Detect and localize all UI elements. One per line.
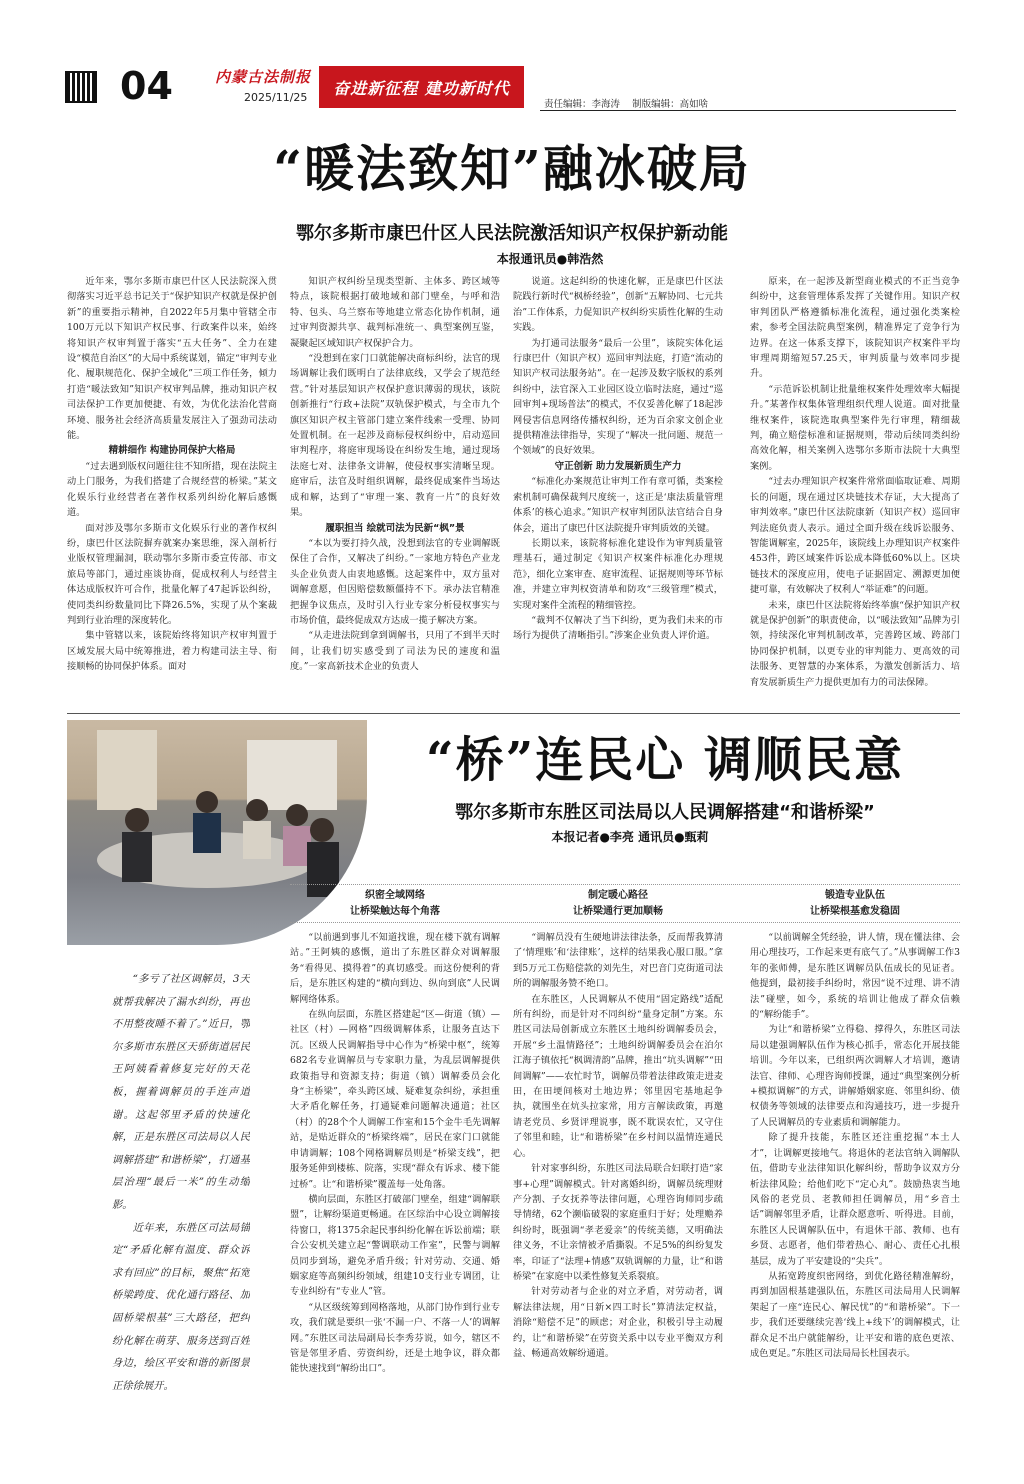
paragraph: 知识产权纠纷呈现类型新、主体多、跨区域等特点，该院根据打破地域和部门壁垒，与呼和浩特、包头、乌兰察布等地建立常态化协作机制，通过审判资源共享、裁判标准统一、典型案例互鉴，凝聚起区域知识产权保护合力。: [290, 276, 500, 349]
person-body: [243, 821, 271, 859]
paragraph: 说道。这起纠纷的快速化解，正是康巴什区法院践行新时代“枫桥经验”，创新“五解协同、七元共治”工作体系，力促知识产权纠纷实质性化解的生动实践。: [513, 276, 723, 334]
header-rule: [540, 110, 956, 111]
paragraph: “以前遇到事儿不知道找谁，现在楼下就有调解站。”王阿姨的感慨，道出了东胜区群众对调解服务“看得见、摸得着”的真切感受。而这份便利的背后，是东胜区构建的“横向到边、纵向到底”人民调解网络体系。: [290, 932, 500, 1005]
person-head: [310, 818, 334, 842]
paragraph: “标准化办案规范让审判工作有章可循，类案检索机制可确保裁判尺度统一，这正是‘康法质量管理体系’的核心追求。”知识产权审判团队法官结合自身体会，道出了康巴什区法院提升审判质效的关键。: [513, 476, 723, 534]
person-head: [286, 804, 308, 826]
paper-logo: 内蒙古法制报: [215, 68, 312, 86]
article2-byline: 本报记者●李亮 通讯员●甄莉: [551, 830, 709, 844]
paragraph: 原来，在一起涉及新型商业模式的不正当竞争纠纷中，这套管理体系发挥了关键作用。知识产权审判团队严格遵循标准化流程，通过强化类案检索，参考全国法院典型案例，精准界定了竞争行为边界。在这一体系支撑下，该院知识产权案件平均审理周期缩短57.25天，审判质量与效率同步提升。: [750, 276, 960, 380]
paragraph: 除了提升技能，东胜区还注重挖掘“本土人才”，让调解更接地气。将退休的老法官纳入调解队伍，借助专业法律知识化解纠纷，帮助争议双方分析法律风险；给他们吃下“定心丸”。鼓励热衷当地风俗的老党员、老教师担任调解员，用“乡音土话”调解邻里矛盾，让群众愿意听、听得进。目前，东胜区人民调解队伍中，有退休干部、教师、也有乡贤、志愿者，他们带着热心、耐心、责任心扎根基层，成为了平安建设的“尖兵”。: [750, 1132, 960, 1267]
paragraph: “示范诉讼机制让批量维权案件处理效率大幅提升。”某著作权集体管理组织代理人说道。面对批量维权案件，该院选取典型案件先行审理，精细裁判，确立赔偿标准和证据规则，带动后续同类纠纷高效化解，相关案例入选鄂尔多斯市法院十大典型案例。: [750, 383, 960, 472]
article2-title: “桥”连民心 调顺民意: [426, 732, 904, 788]
section-divider: [67, 713, 960, 714]
page-number: 04: [120, 64, 173, 108]
paragraph: 未来，康巴什区法院将始终举旗“保护知识产权就是保护创新”的职责使命，以“暖法致知”品牌为引领，持续深化审判机制改革，完善跨区域、跨部门协同保护机制，以更专业的审判能力、更高效的司法服务、更智慧的办案体系，为激发创新活力、培育发展新质生产力提供更加有力的司法保障。: [750, 599, 960, 688]
paragraph: “没想到在家门口就能解决商标纠纷，法官的现场调解让我们既明白了法律底线，又学会了规范经营。”针对基层知识产权保护意识薄弱的现状，该院创新推行“行政+法院”双轨保护模式，与全市九个旗区知识产权主管部门建立案件线索一受理、协同处置机制。在一起涉及商标侵权纠纷中，启动巡回审判程序，将庭审现场设在纠纷发生地，通过现场法庭七对、法律条文讲解，使侵权事实清晰呈现。庭审后，法官及时组织调解，最终促成案件当场达成和解，达到了“审理一案、教育一片”的良好效果。: [290, 353, 500, 519]
article1-column-3: [513, 274, 723, 706]
banner-text: 奋进新征程 建功新时代: [333, 78, 510, 98]
section-heading: 履职担当 绘就司法为民新“枫”景: [325, 522, 465, 534]
person-head: [246, 799, 268, 821]
paragraph: 横向层面，东胜区打破部门壁垒，组建“调解联盟”，让解纷渠道更畅通。在区综治中心设立调解接待窗口，将1375余起民事纠纷化解在诉讼前端；联合公安机关建立起“警调联动工作室”，民警与调解员同步到场，避免矛盾升级；针对劳动、交通、婚姻家庭等高频纠纷领域，组建10支行业专调团，让专业纠纷有“专业人”管。: [290, 1193, 500, 1298]
section-heading-2: 制定暖心路径 让桥梁通行更加顺畅: [573, 890, 663, 917]
paragraph: “本以为要打持久战，没想到法官的专业调解既保住了合作，又解决了纠纷。”一家地方特色产业龙头企业负责人由衷地感慨。这起案件中，双方虽对调解意愿，但因赔偿数额僵持不下。承办法官精准把握争议焦点，及时引入行业专家分析侵权事实与市场价值，最终促成双方达成一揽子解决方案。: [290, 537, 500, 626]
article1-column-1: [67, 274, 277, 706]
person-body: [283, 826, 311, 866]
section-heading: 守正创新 助力发展新质生产力: [554, 460, 682, 472]
paragraph: “多亏了社区调解员，3天就帮我解决了漏水纠纷，再也不用整夜睡不着了。”近日，鄂尔多斯市东胜区天骄街道居民王阿姨看着修复完好的天花板，握着调解员的手连声道谢。这起邻里矛盾的快速化解，正是东胜区司法局以人民调解搭建“和谐桥梁”，打通基层治理“最后一米”的生动缩影。: [112, 973, 250, 1211]
paragraph: “从走进法院到拿到调解书，只用了不到半天时间，让我们切实感受到了司法为民的速度和温度。”一家高新技术企业的负责人: [290, 630, 500, 673]
article2-subtitle: 鄂尔多斯市东胜区司法局以人民调解搭建“和谐桥梁”: [455, 802, 875, 823]
section-heading-1: 织密全域网络 让桥梁触达每个角落: [350, 890, 440, 917]
article2-column-4: [750, 930, 960, 1420]
article2-column-3: [513, 930, 723, 1420]
article1-column-2: [290, 274, 500, 706]
paragraph: “过去办理知识产权案件常常面临取证难、周期长的问题，现在通过区块链技术存证，大大提高了审判效率。”康巴什区法院康新（知识产权）巡回审判法庭负责人表示。通过全面升级在线诉讼服务、智能调解室，2025年，该院线上办理知识产权案件453件，跨区域案件诉讼成本降低60%以上。区块链技术的深度应用，使电子证据固定、溯源更加便捷可靠，有效解决了权利人“举证难”的问题。: [750, 476, 960, 596]
person-body: [193, 813, 221, 853]
wall-board: [247, 740, 337, 810]
issue-date: 2025/11/25: [244, 91, 308, 104]
paragraph: 为打通司法服务“最后一公里”，该院实体化运行康巴什（知识产权）巡回审判法庭，打造“流动的知识产权司法服务站”。在一起涉及数字版权的系列纠纷中，法官深入工业园区设立临时法庭，通过“巡回审判+现场普法”的模式，不仅妥善化解了18起涉网侵害信息网络传播权纠纷，还为百余家文创企业提供精准法律指导，实现了“解决一批问题、规范一个领域”的良好效果。: [513, 337, 723, 457]
article1-title: “暖法致知”融冰破局: [273, 139, 751, 198]
editors-line: 责任编辑：李海涛 制版编辑：高如啥: [544, 99, 709, 110]
paragraph: “以前调解全凭经验，讲人情，现在懂法律、会用心理技巧，工作起来更有底气了。”从事调解工作3年的张师傅，是东胜区调解员队伍成长的见证者。他提到，最初接手纠纷时，常因“说不过理、讲不清法”碰壁，如今，系统的培训让他成了群众信赖的“解纷能手”。: [750, 932, 960, 1021]
person-body: [122, 832, 152, 882]
banner: [319, 66, 524, 108]
article2-column-2: [290, 930, 500, 1420]
paragraph: “裁判不仅解决了当下纠纷，更为我们未来的市场行为提供了清晰指引。”涉案企业负责人评价道。: [513, 614, 723, 642]
paragraph: “调解员没有生硬地讲法律法条，反而帮我算清了‘情理账’和‘法律账’，这样的结果我心服口服。”拿到5万元工伤赔偿款的刘先生，对巴音门克街道司法所的调解服务赞不绝口。: [513, 932, 723, 990]
paragraph: “过去遇到版权问题往往不知所措，现在法院主动上门服务，为我们搭建了合规经营的桥梁。”某文化娱乐行业经营者在著作权系列纠纷化解后感慨道。: [67, 460, 277, 519]
article1-subtitle: 鄂尔多斯市康巴什区人民法院激活知识产权保护新动能: [296, 223, 728, 244]
paragraph: 为让“和谐桥梁”立得稳、撑得久，东胜区司法局以建强调解队伍作为核心抓手，常态化开展技能培训。今年以来，已组织两次调解人才培训，邀请法官、律师、心理咨询师授课，通过“典型案例分析+模拟调解”的方式，讲解婚姻家庭、邻里纠纷、债权债务等领域的法律要点和沟通技巧，进一步提升了人民调解员的专业素质和调解能力。: [750, 1024, 960, 1128]
paragraph: “从区级统筹到网格落地，从部门协作到行业专攻，我们就是要织一张‘不漏一户、不落一人’的调解网。”东胜区司法局副局长李秀芬说，如今，辖区不管是邻里矛盾、劳资纠纷，还是土地争议，群众都能快速找到“解纷出口”。: [290, 1301, 500, 1375]
section-heading: 精耕细作 构建协同保护大格局: [108, 445, 236, 457]
paragraph: 近年来，东胜区司法局锚定“矛盾化解有温度、群众诉求有回应”的目标，聚焦“拓宽桥梁跨度、优化通行路径、加固桥梁根基”三大路径，把纠纷化解在萌芽、服务送到百姓身边，绘区平安和谐的新图景正徐徐展开。: [112, 1221, 250, 1392]
paragraph: 针对劳动者与企业的对立矛盾，对劳动者，调解法律法规，用“日新×四工时长”算清法定权益，消除“赔偿不足”的顾虑；对企业，积极引导主动履约，让“和谐桥梁”在劳资关系中以专业平衡双方利益、畅通高效解纷通道。: [513, 1286, 723, 1359]
dotted-rule: [290, 922, 960, 923]
window-shape: [97, 730, 157, 810]
article2-intro: [112, 968, 250, 1408]
dotted-rule: [290, 884, 960, 885]
person-head: [196, 791, 218, 813]
paragraph: 在东胜区，人民调解从不使用“固定路线”适配所有纠纷，而是针对不同纠纷“量身定制”方案。东胜区司法局创新成立东胜区土地纠纷调解委员会，开展“乡土温情路径”；土地纠纷调解委员会在泊尔江海子镇依托“枫调清韵”品牌，推出“坑头调解”“田间调解”——农忙时节，调解员带着法律政策走进麦田，在田埂间核对土地边界；邻里因宅基地起争执，就围坐在炕头拉家常，用方言解读政策，再邀请老党员、乡贤评理说事，既不耽误农忙，又守住了邻里和睦，让“和谐桥梁”在乡村间以温情连通民心。: [513, 993, 723, 1159]
paragraph: 面对涉及鄂尔多斯市文化娱乐行业的著作权纠纷，康巴什区法院摒弃就案办案思维，深入剖析行业版权管理漏洞，联动鄂尔多斯市委宣传部、市文旅局等部门，通过座谈协商，促成权利人与经营主体达成版权许可合作，批量化解了47起诉讼纠纷，使同类纠纷数量同比下降26.5%，实现了从个案裁判到行业治理的深度转化。: [67, 522, 277, 626]
article1-column-4: [750, 274, 960, 706]
paragraph: 针对家事纠纷，东胜区司法局联合妇联打造“家事+心理”调解模式。针对离婚纠纷，调解员统理财产分割、子女抚养等法律问题，心理咨询师同步疏导情绪，62个濒临破裂的家庭重归于好；处理赡养纠纷时，既强调“孝老爱亲”的传统美德，又明确法律义务，不让亲情被矛盾撕裂。不足5%的纠纷复发率，印证了“法理+情感”双轨调解的力量，让“和谐桥梁”在家庭中以柔性修复关系裂痕。: [513, 1163, 723, 1282]
qr-code: [67, 73, 95, 101]
section-heading-3: 锻造专业队伍 让桥梁根基愈发稳固: [810, 890, 900, 917]
person-head: [125, 808, 149, 832]
paragraph: 长期以来，该院将标准化建设作为审判质量管理基石，通过制定《知识产权案件标准化办理规范》，细化立案审查、庭审流程、证据规则等环节标准，并建立审判权资清单和防攻“三级管理”模式，实现对案件全流程的精细管控。: [513, 537, 723, 611]
paragraph: 从拓宽跨度织密网络，到优化路径精准解纷，再到加固根基建强队伍，东胜区司法局用人民调解架起了一座“连民心、解民忧”的“和谐桥梁”。下一步，我们还要继续完善‘线上+线下’的调解模式，让群众足不出户就能解纷，让平安和谐的底色更浓、成色更足。”东胜区司法局局长杜国表示。: [750, 1270, 960, 1359]
article1-byline: 本报通讯员●韩浩然: [496, 252, 604, 266]
paragraph: 近年来，鄂尔多斯市康巴什区人民法院深入贯彻落实习近平总书记关于“保护知识产权就是保护创新”的重要指示精神，自2022年5月集中管辖全市100万元以下知识产权民事、行政案件以来，始终将知识产权审判置于落实“五大任务”、全力在建设“模范自治区”的大局中系统谋划，锚定“审判专业化、履职规范化、保护全域化”三项工作任务，倾力打造“暖法致知”知识产权审判品牌，推动知识产权司法保护工作更加便捷、有效，为优化法治化营商环境、服务社会经济高质量发展注入了强劲司法动能。: [67, 276, 277, 442]
paragraph: 在纵向层面，东胜区搭建起“区—街道（镇）—社区（村）—网格”四级调解体系，让服务直达下沉。区级人民调解指导中心作为“桥梁中枢”，统筹682名专业调解员与专家职力量，为乱层调解提供政策指导和资源支持；街道（镇）调解委员会化身“主桥梁”，牵头跨区域、疑难复杂纠纷，承担重大矛盾化解任务，打通疑难问题解决通道；社区（村）的28个个人调解工作室和15个金牛毛先调解站，是贴近群众的“桥梁终端”，居民在家门口就能申请调解；108个网格调解员则是“桥梁支线”，把服务延伸到楼栋、院落，实现“群众有诉求、楼下能过桥”。让“和谐桥梁”覆盖每一处角落。: [290, 1009, 500, 1190]
paragraph: 集中管辖以来，该院始终将知识产权审判置于区域发展大局中统筹推进，着力构建司法主导、衔接顺畅的协同保护体系。面对: [67, 630, 277, 673]
